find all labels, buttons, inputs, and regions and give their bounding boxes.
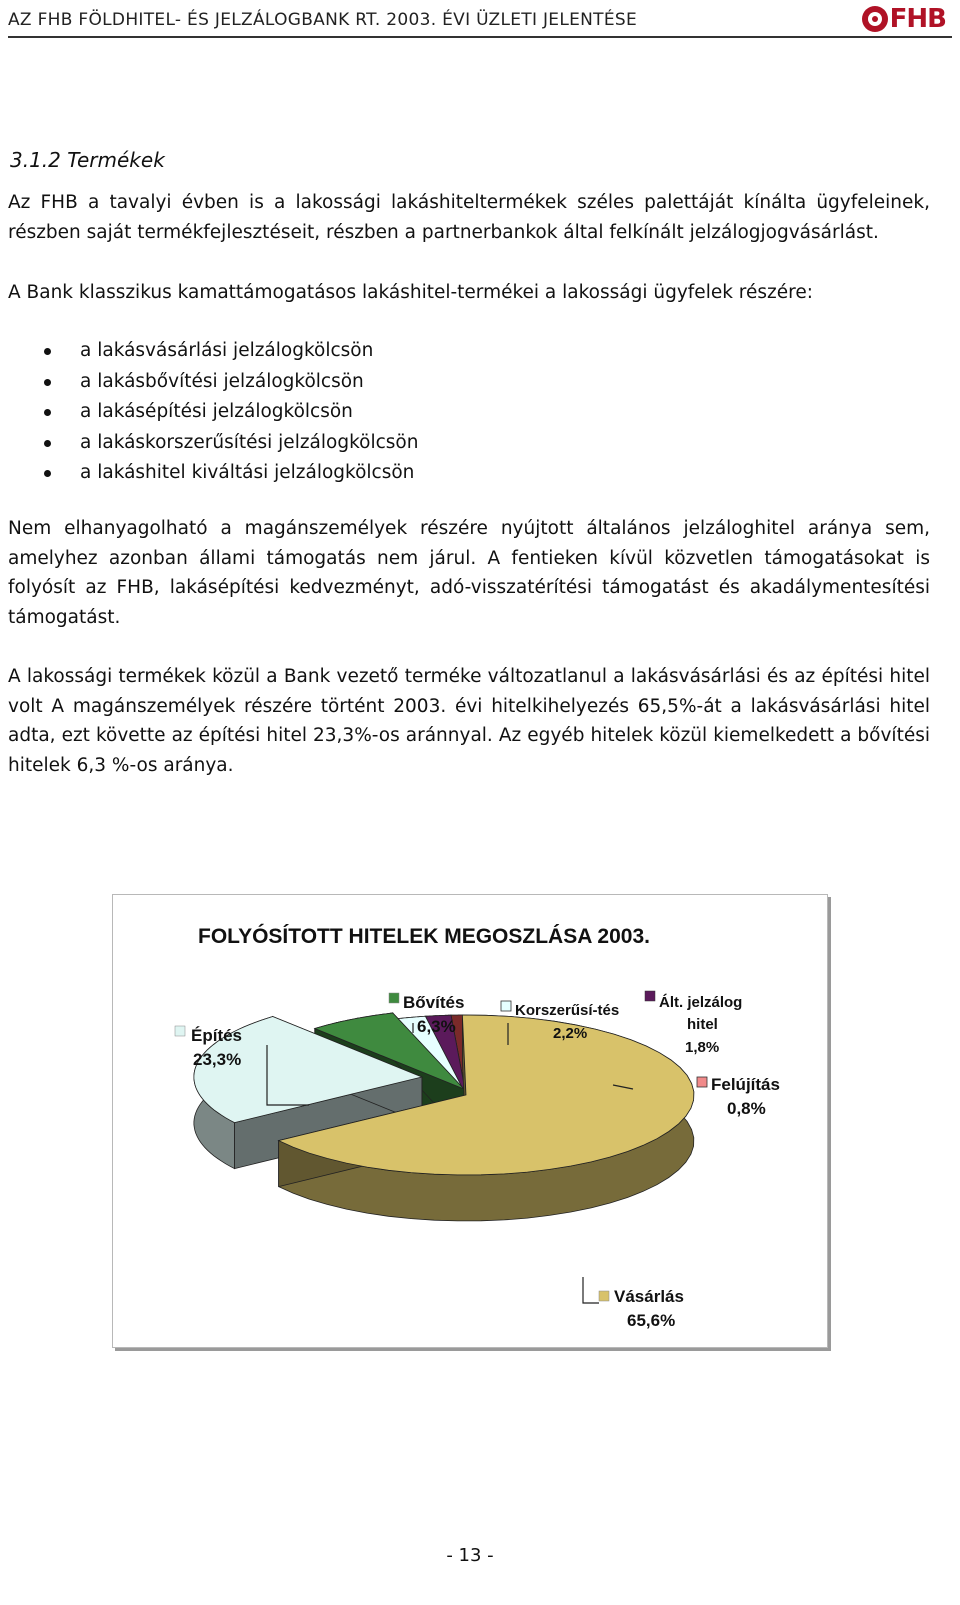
fhb-logo <box>862 6 946 32</box>
legend-swatch-felujitas <box>697 1077 707 1087</box>
label-korszerusites-value: 2,2% <box>553 1025 588 1042</box>
intro-paragraph: Az FHB a tavalyi évben is a lakossági lakáshiteltermékek széles palettáját kínálta ügyfeleinek, részben saját termékfejlesztéseit, részben a partnerbankok által felkínált jelzálogjogvásárlást. <box>8 192 930 243</box>
label-bovites-value: 6,3% <box>417 1017 456 1036</box>
section-heading: 3.1.2 Termékek <box>10 148 165 172</box>
fhb-logo-text: FHB <box>889 4 946 34</box>
list-item: a lakásvásárlási jelzálogkölcsön <box>40 336 418 367</box>
page-header <box>8 4 952 38</box>
header-title: AZ FHB FÖLDHITEL- ÉS JELZÁLOGBANK RT. 2003. ÉVI ÜZLETI JELENTÉSE <box>8 10 638 30</box>
label-korszerusites-name: Korszerűsí-tés <box>515 1002 620 1019</box>
product-list <box>40 336 418 489</box>
legend-swatch-vasarlas <box>599 1291 609 1301</box>
legend-swatch-korszerusites <box>501 1001 511 1011</box>
label-epites-name: Építés <box>191 1026 243 1045</box>
label-felujitas-value: 0,8% <box>727 1099 766 1118</box>
paragraph-2: Nem elhanyagolható a magánszemélyek részére nyújtott általános jelzáloghitel aránya sem, amelyhez azonban állami támogatás nem járul. A fentieken kívül közvetlen támogatásokat is folyósít az FHB, lakásépítési kedvezményt, adó-visszatérítési támogatást és akadálymentesítési támogatást. <box>8 518 930 628</box>
page-number: - 13 - <box>446 1545 494 1566</box>
label-vasarlas-name: Vásárlás <box>614 1287 684 1306</box>
list-item: a lakáshitel kiváltási jelzálogkölcsön <box>40 458 418 489</box>
leader-line-vasarlas <box>583 1277 599 1303</box>
legend-swatch-bovites <box>389 993 399 1003</box>
list-intro: A Bank klasszikus kamattámogatásos lakáshitel-termékei a lakossági ügyfelek részére: <box>8 282 813 303</box>
list-item: a lakásépítési jelzálogkölcsön <box>40 397 418 428</box>
legend-swatch-epites <box>175 1026 185 1036</box>
label-alt-name-1: Ált. jelzálog <box>659 994 743 1011</box>
label-vasarlas-value: 65,6% <box>627 1311 676 1330</box>
label-bovites-name: Bővítés <box>403 993 465 1012</box>
label-alt-value: 1,8% <box>685 1039 720 1056</box>
legend-swatch-alt-jelzalog <box>645 991 655 1001</box>
label-epites-value: 23,3% <box>193 1050 242 1069</box>
fhb-logo-icon <box>862 6 888 32</box>
chart-title: FOLYÓSÍTOTT HITELEK MEGOSZLÁSA 2003. <box>198 925 650 948</box>
list-item: a lakáskorszerűsítési jelzálogkölcsön <box>40 428 418 459</box>
list-item: a lakásbővítési jelzálogkölcsön <box>40 367 418 398</box>
pie-chart <box>112 894 828 1348</box>
pie-chart-svg <box>113 895 827 1347</box>
pie-slices <box>194 1013 694 1221</box>
paragraph-3: A lakossági termékek közül a Bank vezető terméke változatlanul a lakásvásárlási és az építési hitel volt A magánszemélyek részére történt 2003. évi hitelkihelyezés 65,5%-át a lakásvásárlási hitel adta, ezt követte az építési hitel 23,3%-os aránnyal. Az egyéb hitelek közül kiemelkedett a bővítési hitelek 6,3 %-os aránya. <box>8 666 930 776</box>
label-alt-name-2: hitel <box>687 1016 718 1033</box>
label-felujitas-name: Felújítás <box>711 1075 780 1094</box>
